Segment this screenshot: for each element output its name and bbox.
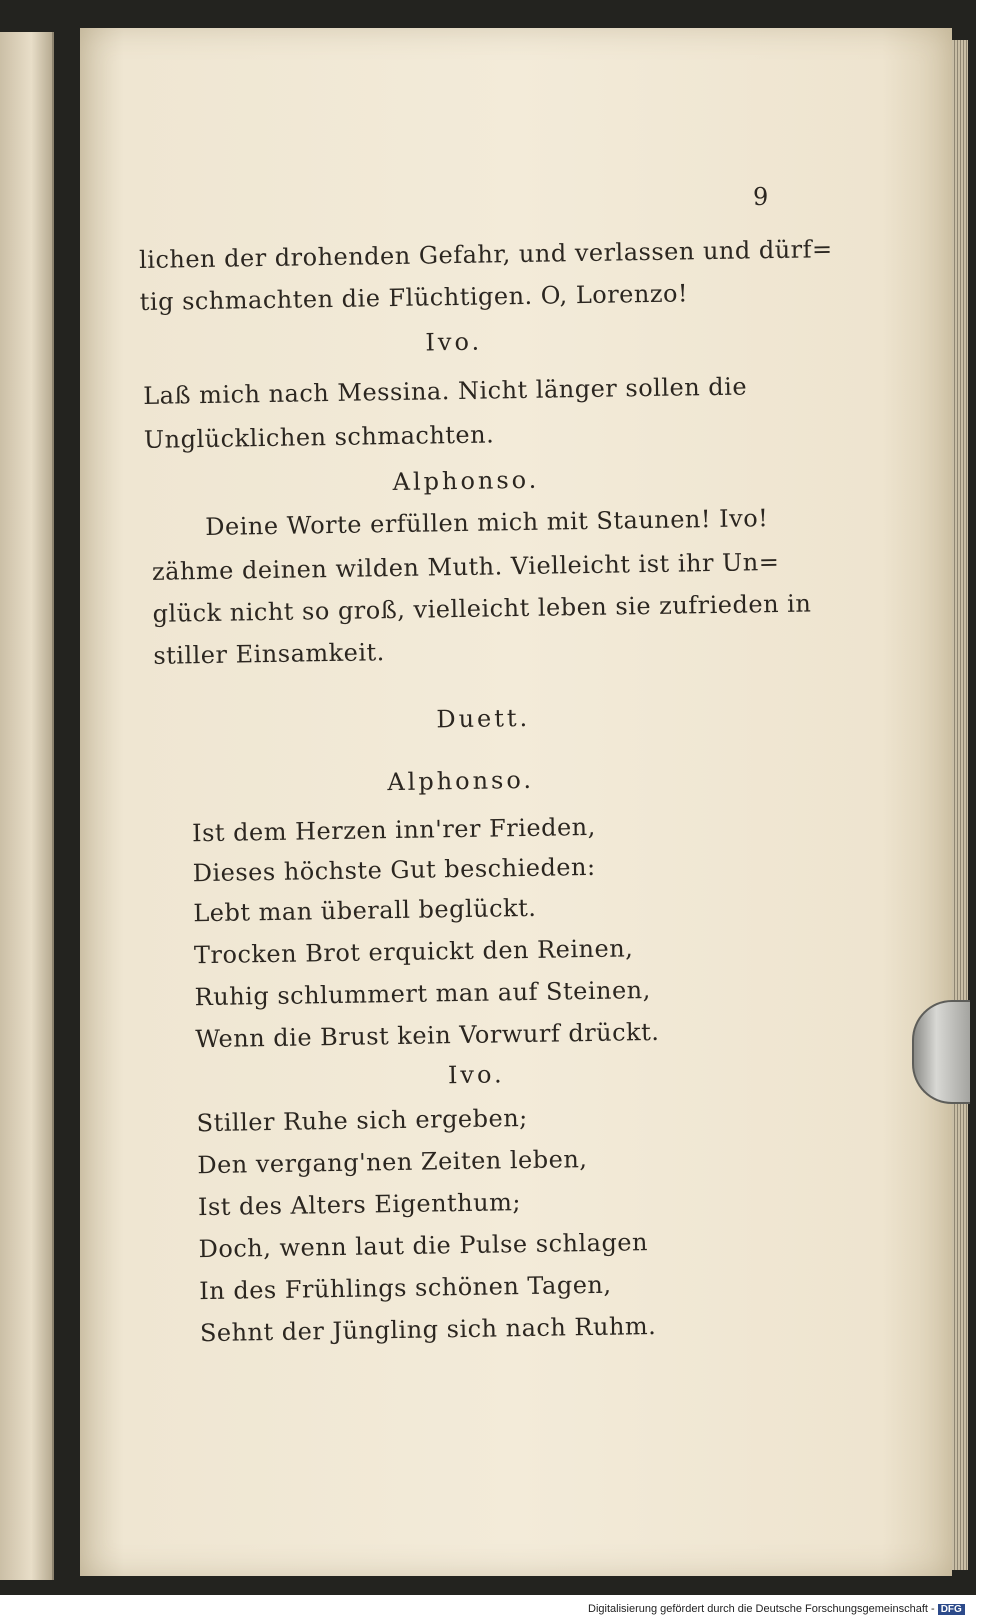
footer-text: Digitalisierung gefördert durch die Deutsche Forschungsgemeinschaft - <box>588 1603 935 1615</box>
verse-line: Dieses höchste Gut beschieden: <box>192 852 596 888</box>
verse-line: Stiller Ruhe sich ergeben; <box>196 1103 528 1138</box>
prose-line: Laß mich nach Messina. Nicht länger sollen die <box>143 372 748 410</box>
speaker-ivo: Ivo. <box>447 1060 505 1090</box>
metal-clip <box>912 1000 970 1104</box>
verse-line: Wenn die Brust kein Vorwurf drückt. <box>195 1017 660 1054</box>
prose-line: Deine Worte erfüllen mich mit Staunen! Ivo! <box>205 504 769 541</box>
verse-line: Lebt man überall beglückt. <box>193 893 537 928</box>
verse-line: Ruhig schlummert man auf Steinen, <box>194 976 651 1012</box>
speaker-alphonso: Alphonso. <box>387 765 535 797</box>
verse-line: Ist dem Herzen inn'rer Frieden, <box>191 812 596 848</box>
verse-line: Trocken Brot erquickt den Reinen, <box>193 934 634 970</box>
verse-line: In des Frühlings schönen Tagen, <box>199 1270 612 1306</box>
facing-page-edge <box>0 32 54 1580</box>
page-stack-edge <box>952 40 968 1570</box>
digitization-footer <box>588 1603 965 1615</box>
prose-line: stiller Einsamkeit. <box>153 638 386 670</box>
speaker-alphonso: Alphonso. <box>392 465 540 497</box>
prose-line: tig schmachten die Flüchtigen. O, Lorenzo! <box>139 279 689 316</box>
verse-line: Ist des Alters Eigenthum; <box>197 1188 522 1222</box>
verse-line: Den vergang'nen Zeiten leben, <box>197 1145 588 1180</box>
prose-line: lichen der drohenden Gefahr, und verlassen und dürf= <box>138 235 833 274</box>
section-title-duett: Duett. <box>436 703 531 734</box>
speaker-ivo: Ivo. <box>425 327 483 357</box>
page-number: 9 <box>753 183 769 211</box>
prose-line: zähme deinen wilden Muth. Vielleicht ist ihr Un= <box>151 547 780 586</box>
prose-line: glück nicht so groß, vielleicht leben sie zufrieden in <box>152 589 812 628</box>
dfg-logo: DFG <box>938 1604 965 1615</box>
verse-line: Sehnt der Jüngling sich nach Ruhm. <box>199 1312 657 1348</box>
prose-line: Unglücklichen schmachten. <box>143 420 495 454</box>
verse-line: Doch, wenn laut die Pulse schlagen <box>198 1228 649 1264</box>
